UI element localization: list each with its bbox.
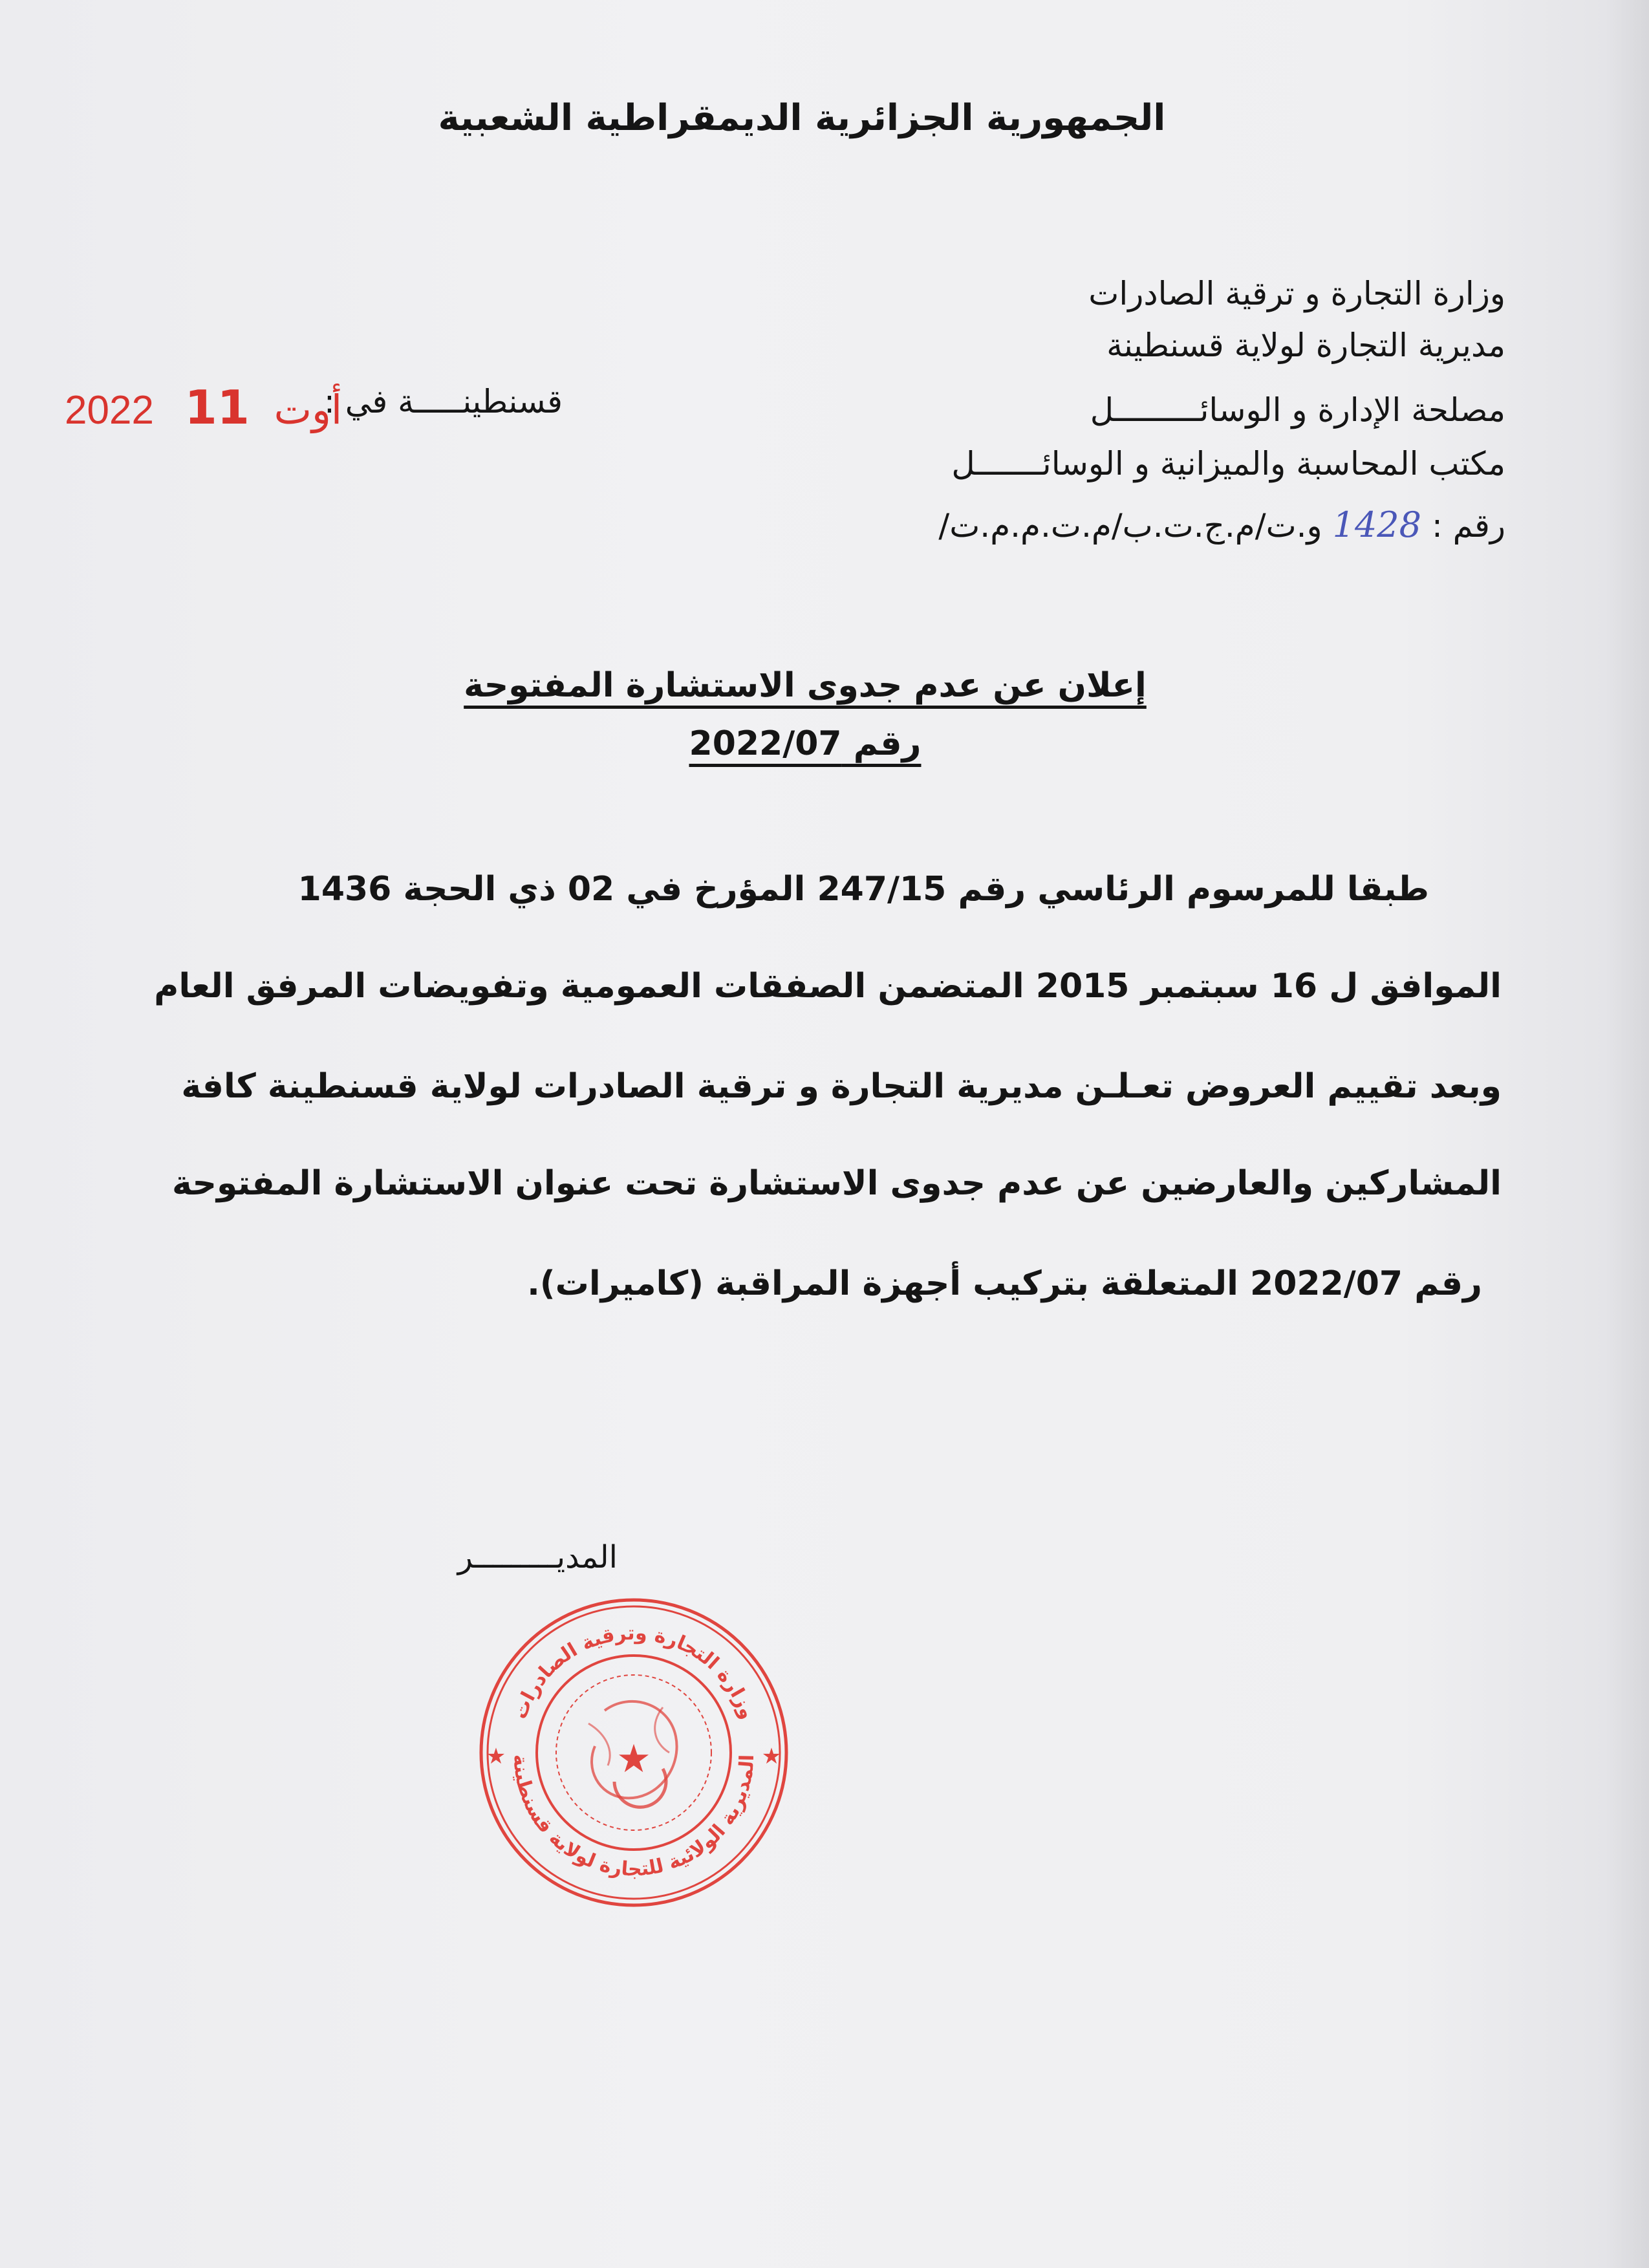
body-line: رقم 2022/07 المتعلقة بتركيب أجهزة المراقبة (كاميرات). [527,1264,1482,1303]
seal-star-icon: ★ [761,1744,782,1769]
reference-number: 1428 [1332,504,1422,545]
seal-star-icon: ★ [616,1736,651,1782]
announcement-title: إعلان عن عدم جدوى الاستشارة المفتوحة [464,666,1147,705]
office-line: مكتب المحاسبة والميزانية و الوسائـــــــل [951,445,1505,482]
body-line: وبعد تقييم العروض تعـلـن مديرية التجارة و ترقية الصادرات لولاية قسنطينة كافة [181,1067,1502,1106]
directorate-line: مديرية التجارة لولاية قسنطينة [1106,327,1505,364]
reference-label: رقم : [1431,507,1505,545]
date-stamp-year: 2022 [65,388,154,433]
date-stamp-month: أوت [274,386,343,433]
place-label: قسنطينـــــة في : [323,383,563,420]
date-stamp [65,380,365,435]
body-line: طبقا للمرسوم الرئاسي رقم 247/15 المؤرخ في 02 ذي الحجة 1436 [297,870,1429,909]
official-seal [475,1594,792,1911]
republic-heading: الجمهورية الجزائرية الديمقراطية الشعبية [438,97,1166,139]
body-line: الموافق ل 16 سبتمبر 2015 المتضمن الصفقات العمومية وتفويضات المرفق العام [154,967,1502,1006]
seal-star-icon: ★ [486,1744,506,1769]
announcement-number: رقم 2022/07 [689,724,921,763]
ministry-line: وزارة التجارة و ترقية الصادرات [1088,275,1505,312]
reference-code: و.ت/م.ج.ت.ب/م.ت.م.م.ت/ [938,507,1322,545]
service-line: مصلحة الإدارة و الوسائـــــــــل [1090,391,1505,429]
date-stamp-day: 11 [184,380,250,435]
reference-line [938,504,1505,545]
seal-lower-text: المديرية الولائية للتجارة لولاية قسنطينة [508,1754,759,1881]
signatory-title: المديـــــــــر [457,1539,618,1575]
seal-upper-text: وزارة التجارة وترقية الصادرات [508,1621,759,1722]
body-line: المشاركين والعارضين عن عدم جدوى الاستشارة تحت عنوان الاستشارة المفتوحة [171,1164,1502,1203]
